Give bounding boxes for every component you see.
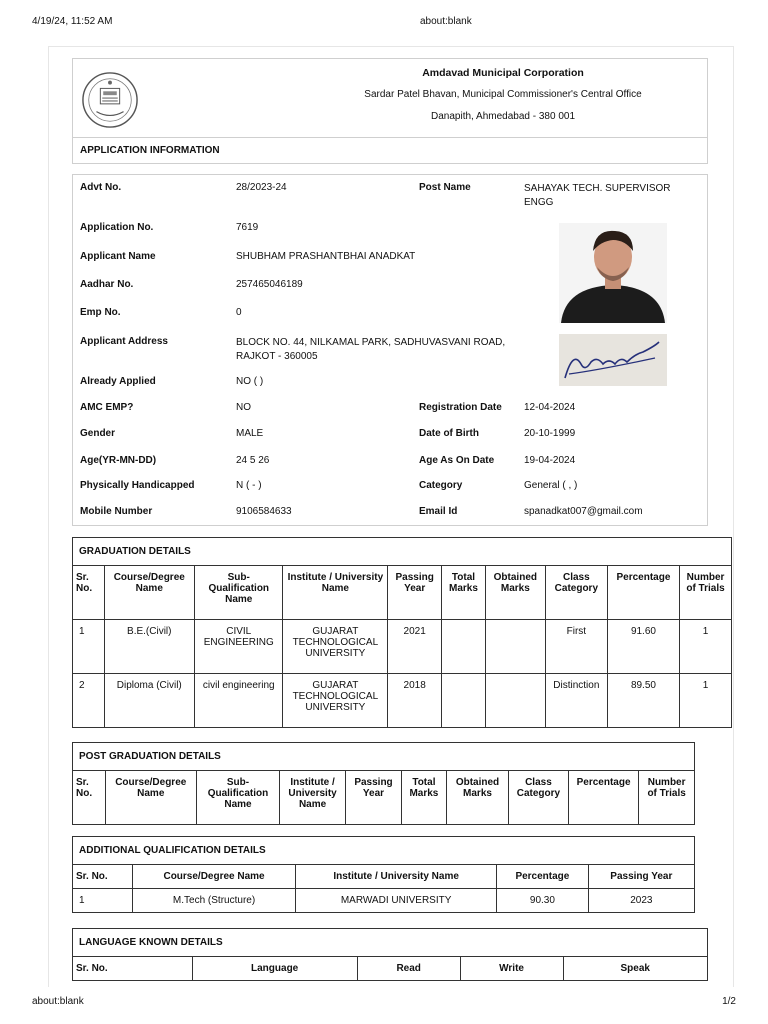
table-row: [73, 674, 732, 728]
table-cell: First: [545, 620, 607, 674]
grad-header-passing-year: Passing Year: [388, 566, 442, 620]
print-url: about:blank: [420, 16, 472, 27]
grad-header-percentage: Percentage: [607, 566, 679, 620]
pg-header-sr: Sr. No.: [73, 771, 106, 825]
table-cell: GUJARAT TECHNOLOGICAL UNIVERSITY: [283, 674, 388, 728]
post-graduation-table: [72, 742, 695, 825]
table-cell: [485, 674, 545, 728]
org-header: [72, 58, 708, 164]
pg-header-passing-year: Passing Year: [346, 771, 402, 825]
grad-header-obtained-marks: Obtained Marks: [485, 566, 545, 620]
graduation-title: GRADUATION DETAILS: [73, 538, 732, 566]
table-cell: M.Tech (Structure): [132, 889, 295, 913]
grad-header-institute: Institute / University Name: [283, 566, 388, 620]
table-cell: civil engineering: [195, 674, 283, 728]
pg-header-course: Course/Degree Name: [105, 771, 196, 825]
aq-header-sr: Sr. No.: [73, 865, 133, 889]
email-label: Email Id: [419, 506, 458, 517]
table-cell: 90.30: [497, 889, 589, 913]
applicant-name-label: Applicant Name: [80, 251, 156, 262]
print-datetime: 4/19/24, 11:52 AM: [32, 16, 113, 27]
physically-handicapped-label: Physically Handicapped: [80, 480, 195, 491]
pg-header-subqual: Sub-Qualification Name: [196, 771, 279, 825]
table-cell: 2023: [588, 889, 694, 913]
applicant-info: [72, 174, 708, 526]
table-row: [73, 620, 732, 674]
aq-header-institute: Institute / University Name: [296, 865, 497, 889]
dob-value: 20-10-1999: [524, 428, 576, 439]
grad-header-class: Class Category: [545, 566, 607, 620]
org-name: Amdavad Municipal Corporation: [422, 67, 584, 79]
table-row: [73, 889, 695, 913]
aq-header-percentage: Percentage: [497, 865, 589, 889]
address-label: Applicant Address: [80, 336, 168, 347]
dob-label: Date of Birth: [419, 428, 479, 439]
grad-header-subqual: Sub-Qualification Name: [195, 566, 283, 620]
physically-handicapped-value: N ( - ): [236, 480, 262, 491]
gender-value: MALE: [236, 428, 264, 439]
age-as-on-label: Age As On Date: [419, 455, 495, 466]
pg-header-institute: Institute / University Name: [279, 771, 345, 825]
post-name-label: Post Name: [419, 182, 471, 193]
aadhar-value: 257465046189: [236, 279, 303, 290]
lang-header-read: Read: [357, 957, 460, 981]
gender-label: Gender: [80, 428, 116, 439]
aq-header-passing-year: Passing Year: [588, 865, 694, 889]
category-value: General ( , ): [524, 480, 578, 491]
table-cell: 1: [680, 620, 732, 674]
table-cell: B.E.(Civil): [104, 620, 195, 674]
email-value: spanadkat007@gmail.com: [524, 506, 643, 517]
table-cell: 2018: [388, 674, 442, 728]
application-no-label: Application No.: [80, 222, 154, 233]
aq-header-course: Course/Degree Name: [132, 865, 295, 889]
table-cell: 1: [73, 620, 105, 674]
amc-emblem-icon: [81, 71, 139, 129]
table-cell: [442, 674, 486, 728]
lang-header-speak: Speak: [563, 957, 708, 981]
page-number: 1/2: [722, 996, 736, 1007]
additional-qualification-table: [72, 836, 695, 913]
org-office: Sardar Patel Bhavan, Municipal Commissioner's Central Office: [364, 89, 642, 100]
footer-url: about:blank: [32, 996, 84, 1007]
table-cell: 1: [680, 674, 732, 728]
graduation-table: [72, 537, 732, 728]
grad-header-sr: Sr. No.: [73, 566, 105, 620]
mobile-value: 9106584633: [236, 506, 292, 517]
emp-no-value: 0: [236, 307, 242, 318]
table-cell: 89.50: [607, 674, 679, 728]
lang-header-sr: Sr. No.: [73, 957, 193, 981]
pg-header-class: Class Category: [508, 771, 568, 825]
post-graduation-title: POST GRADUATION DETAILS: [73, 743, 695, 771]
grad-header-course: Course/Degree Name: [104, 566, 195, 620]
post-name-value: SAHAYAK TECH. SUPERVISOR ENGG: [524, 183, 671, 208]
age-as-on-value: 19-04-2024: [524, 455, 576, 466]
address-value: BLOCK NO. 44, NILKAMAL PARK, SADHUVASVANI ROAD, RAJKOT - 360005: [236, 337, 506, 362]
table-cell: 91.60: [607, 620, 679, 674]
grad-header-total-marks: Total Marks: [442, 566, 486, 620]
table-cell: [485, 620, 545, 674]
applicant-photo: [559, 223, 667, 323]
pg-header-total-marks: Total Marks: [401, 771, 446, 825]
advt-no-value: 28/2023-24: [236, 182, 287, 193]
applicant-name-value: SHUBHAM PRASHANTBHAI ANADKAT: [236, 251, 416, 262]
pg-header-trials: Number of Trials: [639, 771, 695, 825]
table-cell: 1: [73, 889, 133, 913]
pg-header-obtained-marks: Obtained Marks: [447, 771, 509, 825]
registration-date-label: Registration Date: [419, 402, 502, 413]
aadhar-label: Aadhar No.: [80, 279, 134, 290]
category-label: Category: [419, 480, 463, 491]
language-table: [72, 928, 708, 981]
applicant-signature: [559, 334, 667, 386]
table-cell: 2021: [388, 620, 442, 674]
mobile-label: Mobile Number: [80, 506, 153, 517]
table-cell: CIVIL ENGINEERING: [195, 620, 283, 674]
org-address: Danapith, Ahmedabad - 380 001: [431, 111, 575, 122]
table-cell: Diploma (Civil): [104, 674, 195, 728]
already-applied-label: Already Applied: [80, 376, 156, 387]
amc-emp-label: AMC EMP?: [80, 402, 134, 413]
application-info-title: APPLICATION INFORMATION: [73, 137, 707, 163]
grad-header-trials: Number of Trials: [680, 566, 732, 620]
table-cell: 2: [73, 674, 105, 728]
table-cell: [442, 620, 486, 674]
age-label: Age(YR-MN-DD): [80, 455, 157, 466]
lang-header-write: Write: [460, 957, 563, 981]
language-title: LANGUAGE KNOWN DETAILS: [73, 929, 708, 957]
lang-header-language: Language: [192, 957, 357, 981]
table-cell: GUJARAT TECHNOLOGICAL UNIVERSITY: [283, 620, 388, 674]
registration-date-value: 12-04-2024: [524, 402, 576, 413]
already-applied-value: NO ( ): [236, 376, 264, 387]
table-cell: MARWADI UNIVERSITY: [296, 889, 497, 913]
emp-no-label: Emp No.: [80, 307, 121, 318]
advt-no-label: Advt No.: [80, 182, 122, 193]
application-no-value: 7619: [236, 222, 259, 233]
pg-header-percentage: Percentage: [568, 771, 638, 825]
additional-qualification-title: ADDITIONAL QUALIFICATION DETAILS: [73, 837, 695, 865]
amc-emp-value: NO: [236, 402, 251, 413]
table-cell: Distinction: [545, 674, 607, 728]
age-value: 24 5 26: [236, 455, 270, 466]
